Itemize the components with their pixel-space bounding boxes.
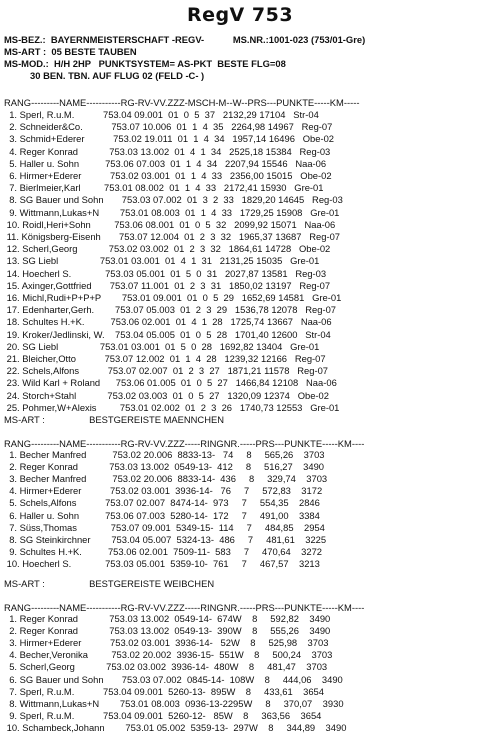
table-row: 7. Sperl, R.u.M. 753.04 09.001 5260-13- 895W 8 433,61 3654 bbox=[4, 685, 324, 697]
table-row: 7. Süss,Thomas 753.07 09.001 5349-15- 114 7 484,85 2954 bbox=[4, 521, 325, 533]
table-row: 7. Bierlmeier,Karl 753.01 08.002 01 1 4 33 2172,41 15930 Gre-01 bbox=[4, 182, 324, 194]
table-row: 8. Wittmann,Lukas+N 753.01 08.003 0936-13-2295W 8 370,07 3930 bbox=[4, 697, 344, 709]
table-header: RANG---------NAME-----------RG-RV-VV.ZZZ-MSCH-M--W--PRS---PUNKTE-----KM----- bbox=[4, 97, 360, 108]
table-row: 17. Edenharter,Gerh. 753.07 05.003 01 2 3 29 1536,78 12078 Reg-07 bbox=[4, 304, 337, 316]
table-row: 19. Kroker/Jedlinski, W. 753.04 05.005 01 0 5 28 1701,40 12600 Str-04 bbox=[4, 328, 331, 340]
table-row: 21. Bleicher,Otto 753.07 12.002 01 1 4 28 1239,32 12166 Reg-07 bbox=[4, 353, 326, 364]
table-row: 5. Schels,Alfons 753.07 02.007 8474-14- 973 7 554,35 2846 bbox=[4, 497, 320, 509]
table-row: 25. Pohmer,W+Alexis 753.01 02.002 01 2 3 26 1740,73 12553 Gre-01 bbox=[4, 401, 340, 413]
table-row: 4. Reger Konrad 753.03 13.002 01 4 1 34 2525,18 15384 Reg-03 bbox=[4, 145, 331, 157]
table-row: 12. Scherl,Georg 753.02 03.002 01 2 3 32 1864,61 14728 Obe-02 bbox=[4, 243, 331, 255]
table-row: 24. Storch+Stahl 753.02 03.003 01 0 5 27 1320,09 12374 Obe-02 bbox=[4, 389, 329, 401]
table-row: 9. Schultes H.+K. 753.06 02.001 7509-11- 583 7 470,64 3272 bbox=[4, 545, 323, 557]
section-title: MS-ART : BESTGEREISTE WEIBCHEN bbox=[4, 578, 215, 589]
table-row: 3. Hirmer+Ederer 753.02 03.001 3936-14- 52W 8 525,98 3703 bbox=[4, 637, 329, 649]
table-row: 1. Becher Manfred 753.02 20.006 8833-13- 74 8 565,26 3703 bbox=[4, 449, 325, 460]
table-row: 4. Becher,Veronika 753.02 20.002 3936-15- 551W 8 500,24 3703 bbox=[4, 649, 333, 661]
table-row: 2. Reger Konrad 753.03 13.002 0549-13- 390W 8 555,26 3490 bbox=[4, 625, 331, 637]
table-row: 18. Schultes H.+K. 753.06 02.001 01 4 1 28 1725,74 13667 Naa-06 bbox=[4, 316, 332, 328]
table-row: 5. Scherl,Georg 753.02 03.002 3936-14- 480W 8 481,47 3703 bbox=[4, 661, 328, 673]
table-row: 6. Haller u. Sohn 753.06 07.003 5280-14- 172 7 491,00 3384 bbox=[4, 509, 320, 521]
table-row: 14. Hoecherl S. 753.03 05.001 01 5 0 31 2027,87 13581 Reg-03 bbox=[4, 267, 327, 279]
table-row: 10. Schambeck,Johann 753.01 05.002 5359-13- 297W 8 344,89 3490 bbox=[4, 721, 347, 733]
table-row: 15. Axinger,Gottfried 753.07 11.001 01 2 3 31 1850,02 13197 Reg-07 bbox=[4, 279, 331, 291]
table-row: 5. Haller u. Sohn 753.06 07.003 01 1 4 34 2207,94 15546 Naa-06 bbox=[4, 157, 327, 169]
header-line: MS-MOD.: H/H 2HP PUNKTSYSTEM= AS-PKT BESTE FLG=08 bbox=[4, 58, 286, 69]
table-row: 1. Reger Konrad 753.03 13.002 0549-14- 674W 8 592,82 3490 bbox=[4, 613, 331, 624]
table-row: 16. Michl,Rudi+P+P+P 753.01 09.001 01 0 5 29 1652,69 14581 Gre-01 bbox=[4, 292, 342, 303]
header-line: MS-ART : 05 BESTE TAUBEN bbox=[4, 46, 137, 57]
table-row: 2. Reger Konrad 753.03 13.002 0549-13- 412 8 516,27 3490 bbox=[4, 461, 325, 473]
header-line: 30 BEN. TBN. AUF FLUG 02 (FELD -C- ) bbox=[4, 70, 205, 81]
table-row: 6. SG Bauer und Sohn 753.03 07.002 0845-14- 108W 8 444,06 3490 bbox=[4, 673, 343, 685]
header-line: MS-BEZ.: BAYERNMEISTERSCHAFT -REGV- MS.NR.:1001-023 (753/01-Gre) bbox=[4, 34, 366, 45]
table-row: 4. Hirmer+Ederer 753.02 03.001 3936-14- 76 7 572,83 3172 bbox=[4, 485, 323, 497]
table-row: 3. Schmid+Ederer 753.02 19.011 01 1 4 34 1957,14 16496 Obe-02 bbox=[4, 133, 334, 145]
table-row: 8. SG Bauer und Sohn 753.03 07.002 01 3 2 33 1829,20 14645 Reg-03 bbox=[4, 194, 343, 206]
table-row: 6. Hirmer+Ederer 753.02 03.001 01 1 4 33 2356,00 15015 Obe-02 bbox=[4, 170, 332, 181]
document-title: RegV 753 bbox=[186, 4, 294, 26]
table-row: 20. SG Liebl 753.01 03.001 01 5 0 28 1692,82 13404 Gre-01 bbox=[4, 340, 320, 352]
table-header: RANG---------NAME-----------RG-RV-VV.ZZZ-----RINGNR.-----PRS---PUNKTE-----KM---- bbox=[4, 602, 365, 613]
table-row: 9. Wittmann,Lukas+N 753.01 08.003 01 1 4 33 1729,25 15908 Gre-01 bbox=[4, 206, 340, 218]
table-header: RANG---------NAME-----------RG-RV-VV.ZZZ-----RINGNR.-----PRS---PUNKTE-----KM---- bbox=[4, 438, 365, 449]
table-row: 2. Schneider&Co. 753.07 10.006 01 1 4 35 2264,98 14967 Reg-07 bbox=[4, 121, 333, 133]
table-row: 11. Königsberg-Eisenh 753.07 12.004 01 2 3 32 1965,37 13687 Reg-07 bbox=[4, 231, 341, 242]
table-row: 10. Roidl,Heri+Sohn 753.06 08.001 01 0 5 32 2099,92 15071 Naa-06 bbox=[4, 218, 336, 230]
table-row: 10. Hoecherl S. 753.03 05.001 5359-10- 761 7 467,57 3213 bbox=[4, 557, 320, 569]
table-row: 1. Sperl, R.u.M. 753.04 09.001 01 0 5 37 2132,29 17104 Str-04 bbox=[4, 109, 319, 120]
section-title: MS-ART : BESTGEREISTE MAENNCHEN bbox=[4, 414, 225, 425]
table-row: 22. Schels,Alfons 753.07 02.007 01 2 3 27 1871,21 11578 Reg-07 bbox=[4, 365, 329, 377]
table-row: 9. Sperl, R.u.M. 753.04 09.001 5260-12- 85W 8 363,56 3654 bbox=[4, 709, 322, 721]
table-row: 8. SG Steinkirchner 753.04 05.007 5324-13- 486 7 481,61 3225 bbox=[4, 533, 327, 545]
table-row: 13. SG Liebl 753.01 03.001 01 4 1 31 2131,25 15035 Gre-01 bbox=[4, 255, 320, 267]
table-row: 23. Wild Karl + Roland 753.06 01.005 01 0 5 27 1466,84 12108 Naa-06 bbox=[4, 377, 337, 389]
table-row: 3. Becher Manfred 753.02 20.006 8833-14- 436 8 329,74 3703 bbox=[4, 473, 328, 485]
